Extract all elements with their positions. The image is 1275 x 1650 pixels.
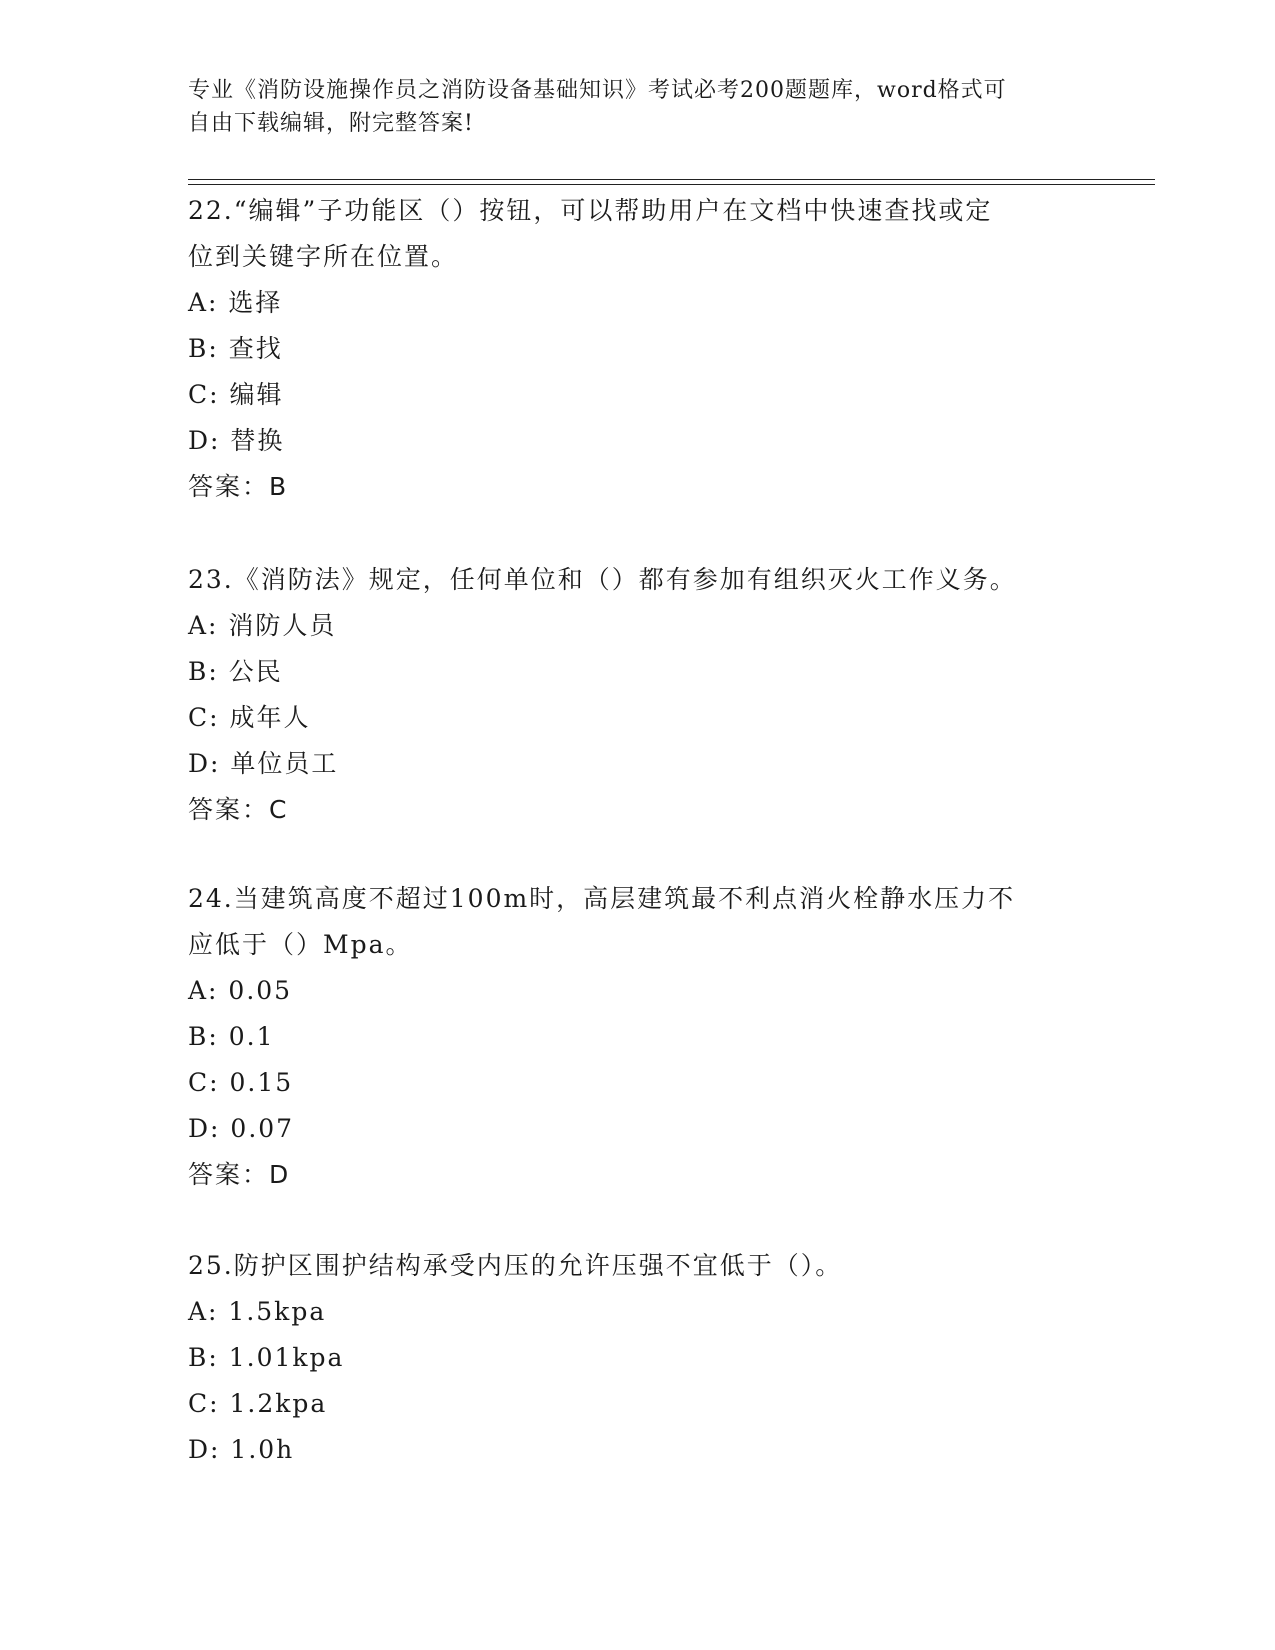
option-a: A: 1.5kpa: [188, 1297, 327, 1326]
answer: 答案：C: [188, 795, 289, 824]
option-c: C: 成年人: [188, 703, 311, 732]
question-stem-line-1: 23.《消防法》规定，任何单位和（）都有参加有组织灭火工作义务。: [188, 565, 1017, 594]
option-c: C: 1.2kpa: [188, 1389, 328, 1418]
option-b: B: 1.01kpa: [188, 1343, 345, 1372]
header-line-1: 专业《消防设施操作员之消防设备基础知识》考试必考200题题库，word格式可: [188, 78, 1007, 103]
option-d: D: 替换: [188, 426, 285, 455]
document-header: [188, 74, 1088, 140]
option-d: D: 1.0h: [188, 1435, 295, 1464]
header-line-2: 自由下载编辑，附完整答案!: [188, 111, 474, 136]
question-24: [188, 876, 1088, 1198]
option-a: A: 消防人员: [188, 611, 337, 640]
option-d: D: 0.07: [188, 1114, 295, 1143]
option-c: C: 0.15: [188, 1068, 294, 1097]
option-b: B: 查找: [188, 334, 283, 363]
question-stem-line-1: 25.防护区围护结构承受内压的允许压强不宜低于（）。: [188, 1251, 843, 1280]
question-stem-line-2: 应低于（）Mpa。: [188, 930, 413, 959]
question-stem-line-2: 位到关键字所在位置。: [188, 242, 459, 271]
option-b: B: 公民: [188, 657, 283, 686]
option-a: A: 选择: [188, 288, 283, 317]
question-22: [188, 188, 1088, 510]
header-divider-top: [188, 179, 1155, 180]
answer: 答案：B: [188, 472, 289, 501]
question-stem-line-1: 24.当建筑高度不超过100m时，高层建筑最不利点消火栓静水压力不: [188, 884, 1016, 913]
option-a: A: 0.05: [188, 976, 293, 1005]
header-divider-bottom: [188, 184, 1155, 185]
option-b: B: 0.1: [188, 1022, 275, 1051]
question-25: [188, 1243, 1088, 1473]
answer: 答案：D: [188, 1160, 291, 1189]
question-23: [188, 557, 1088, 833]
option-c: C: 编辑: [188, 380, 284, 409]
option-d: D: 单位员工: [188, 749, 339, 778]
question-stem-line-1: 22.“编辑”子功能区（）按钮，可以帮助用户在文档中快速查找或定: [188, 196, 993, 225]
